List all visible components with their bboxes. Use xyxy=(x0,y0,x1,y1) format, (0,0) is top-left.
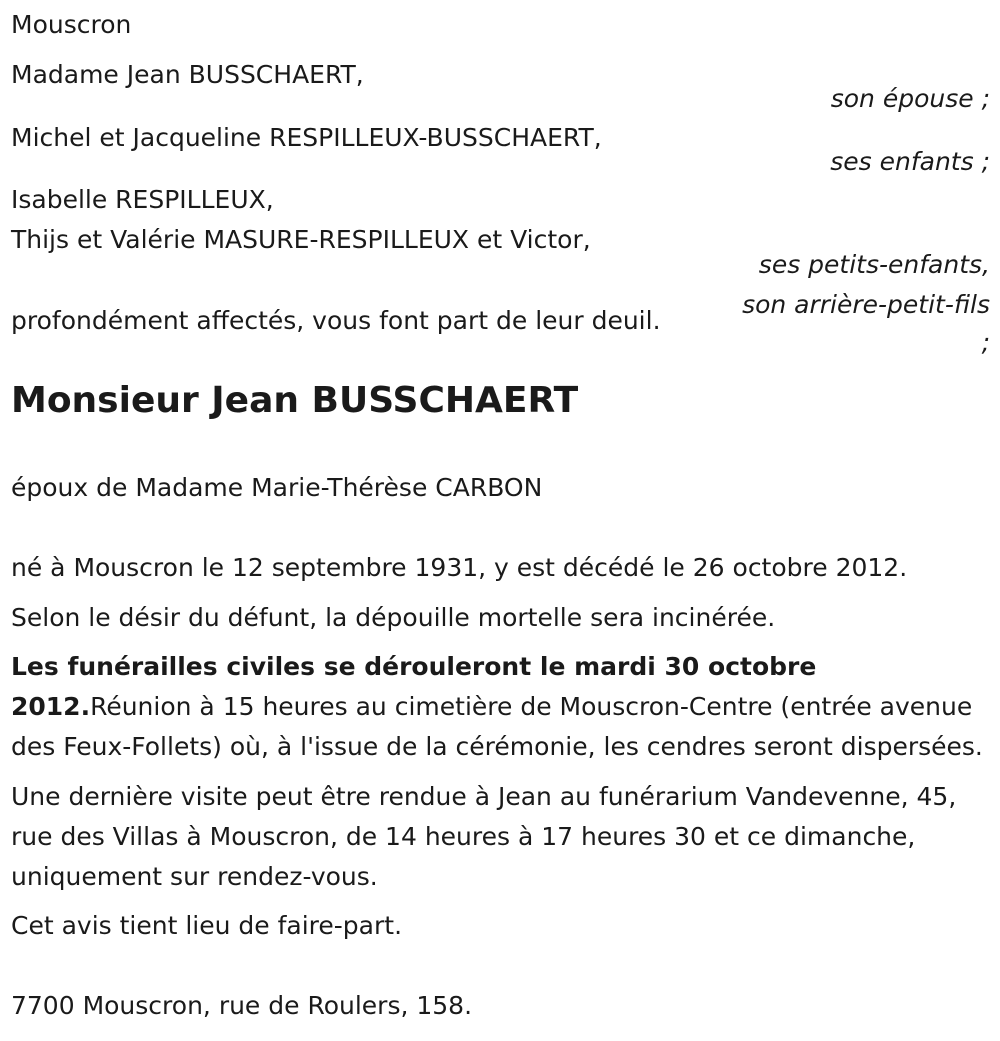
spouse-role: son épouse ; xyxy=(830,84,990,113)
spouse-of: époux de Madame Marie-Thérèse CARBON xyxy=(11,473,543,502)
funeral-date: Les funérailles civiles se dérouleront le mardi 30 octobre 2012. xyxy=(11,652,817,721)
children-name: Michel et Jacqueline RESPILLEUX-BUSSCHAERT, xyxy=(11,123,602,152)
family-closing: profondément affectés, vous font part de leur deuil. xyxy=(11,306,661,335)
great-grandchild-role: son arrière-petit-fils xyxy=(742,290,990,319)
grandchild-isabelle: Isabelle RESPILLEUX, xyxy=(11,185,274,214)
cremation-note: Selon le désir du défunt, la dépouille mortelle sera incinérée. xyxy=(11,603,776,632)
funeral-details: Réunion à 15 heures au cimetière de Mouscron-Centre (entrée avenue des Feux-Follets) où, à l'issue de la cérémonie, les cendres seront dispersées. xyxy=(11,692,983,761)
funeral-paragraph xyxy=(11,647,991,767)
announcement-note: Cet avis tient lieu de faire-part. xyxy=(11,911,403,940)
grandchildren-role: ses petits-enfants, xyxy=(758,250,990,279)
birth-death: né à Mouscron le 12 septembre 1931, y est décédé le 26 octobre 2012. xyxy=(11,553,908,582)
great-grandchild-role-end: ; xyxy=(981,328,990,357)
grandchild-thijs-valerie: Thijs et Valérie MASURE-RESPILLEUX et Victor, xyxy=(11,225,591,254)
children-role: ses enfants ; xyxy=(830,147,990,176)
address: 7700 Mouscron, rue de Roulers, 158. xyxy=(11,991,473,1020)
city-heading: Mouscron xyxy=(11,10,132,39)
visit-paragraph: Une dernière visite peut être rendue à Jean au funérarium Vandevenne, 45, rue des Villas à Mouscron, de 14 heures à 17 heures 30 et ce dimanche, uniquement sur rendez-vous. xyxy=(11,782,957,891)
deceased-name: Monsieur Jean BUSSCHAERT xyxy=(11,380,579,421)
spouse-name: Madame Jean BUSSCHAERT, xyxy=(11,60,364,89)
